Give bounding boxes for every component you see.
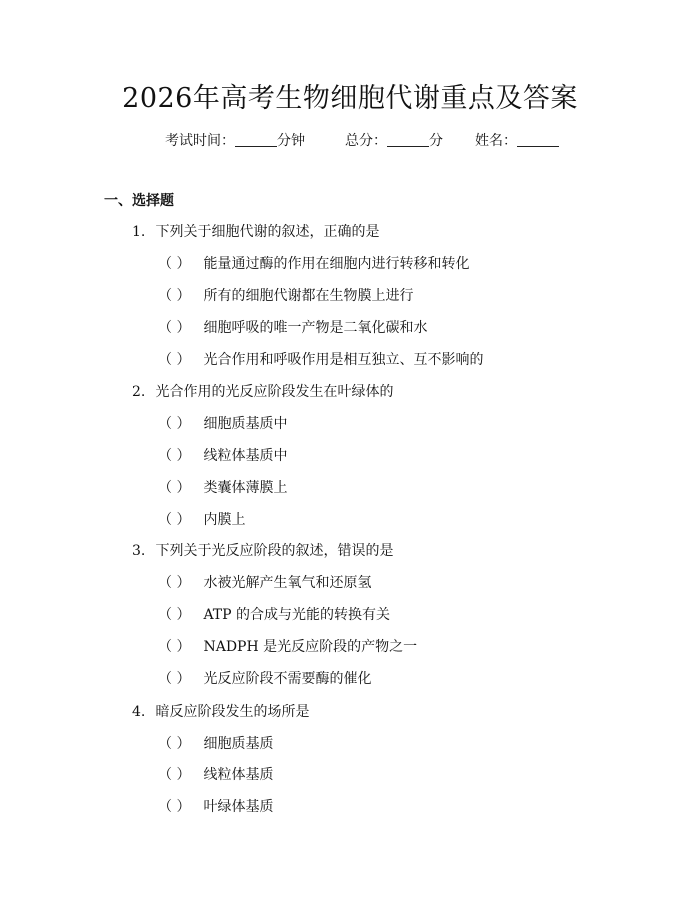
option-paren: （ ）: [158, 480, 191, 496]
option-paren: （ ）: [158, 352, 191, 368]
time-blank: [235, 132, 277, 147]
option-text: 水被光解产生氧气和还原氢: [203, 575, 372, 591]
option-row: [158, 478, 287, 498]
question-number: 2.: [132, 384, 146, 400]
option-text: 细胞呼吸的唯一产物是二氧化碳和水: [203, 320, 428, 336]
question-text: 下列关于光反应阶段的叙述，错误的是: [155, 543, 394, 559]
option-row: [158, 797, 273, 817]
option-paren: （ ）: [158, 607, 191, 623]
name-label: 姓名：: [475, 133, 517, 149]
option-text: 细胞质基质中: [203, 416, 288, 432]
option-text: 光合作用和呼吸作用是相互独立、互不影响的: [203, 352, 484, 368]
option-row: [158, 350, 483, 370]
option-paren: （ ）: [158, 767, 191, 783]
option-paren: （ ）: [158, 448, 191, 464]
question-number: 4.: [132, 704, 146, 720]
option-text: 光反应阶段不需要酶的催化: [203, 671, 372, 687]
option-row: [158, 510, 245, 530]
score-blank: [387, 132, 429, 147]
option-paren: （ ）: [158, 512, 191, 528]
option-text: 内膜上: [203, 512, 246, 528]
question-1: [132, 222, 379, 242]
question-text: 光合作用的光反应阶段发生在叶绿体的: [155, 384, 394, 400]
question-2: [132, 382, 393, 402]
option-row: [158, 573, 371, 593]
option-text: 叶绿体基质: [203, 799, 274, 815]
option-row: [158, 254, 469, 274]
question-number: 1.: [132, 224, 146, 240]
option-paren: （ ）: [158, 575, 191, 591]
option-paren: （ ）: [158, 416, 191, 432]
option-paren: （ ）: [158, 736, 191, 752]
option-row: [158, 286, 413, 306]
option-row: [158, 637, 417, 657]
name-blank: [517, 132, 559, 147]
option-text: 线粒体基质中: [203, 448, 288, 464]
score-label: 总分：: [345, 133, 387, 149]
option-row: [158, 605, 390, 625]
question-4: [132, 702, 309, 722]
option-row: [158, 446, 287, 466]
option-paren: （ ）: [158, 799, 191, 815]
question-text: 暗反应阶段发生的场所是: [155, 704, 310, 720]
time-unit: 分钟: [277, 133, 305, 149]
option-paren: （ ）: [158, 256, 191, 272]
option-row: [158, 669, 371, 689]
option-paren: （ ）: [158, 320, 191, 336]
question-number: 3.: [132, 543, 146, 559]
option-row: [158, 318, 427, 338]
option-text: 细胞质基质: [203, 736, 274, 752]
option-text: ATP 的合成与光能的转换有关: [203, 607, 391, 623]
option-paren: （ ）: [158, 288, 191, 304]
option-paren: （ ）: [158, 639, 191, 655]
exam-meta-line: [165, 131, 559, 151]
question-3: [132, 541, 393, 561]
time-label: 考试时间：: [165, 133, 235, 149]
section-heading: 一、选择题: [104, 193, 174, 209]
score-unit: 分: [429, 133, 443, 149]
option-text: NADPH 是光反应阶段的产物之一: [203, 639, 418, 655]
option-paren: （ ）: [158, 671, 191, 687]
option-text: 所有的细胞代谢都在生物膜上进行: [203, 288, 414, 304]
option-row: [158, 734, 273, 754]
page-title: 2026年高考生物细胞代谢重点及答案: [122, 83, 578, 114]
question-text: 下列关于细胞代谢的叙述，正确的是: [155, 224, 380, 240]
option-row: [158, 765, 273, 785]
option-text: 类囊体薄膜上: [203, 480, 288, 496]
option-text: 线粒体基质: [203, 767, 274, 783]
option-row: [158, 414, 287, 434]
option-text: 能量通过酶的作用在细胞内进行转移和转化: [203, 256, 470, 272]
